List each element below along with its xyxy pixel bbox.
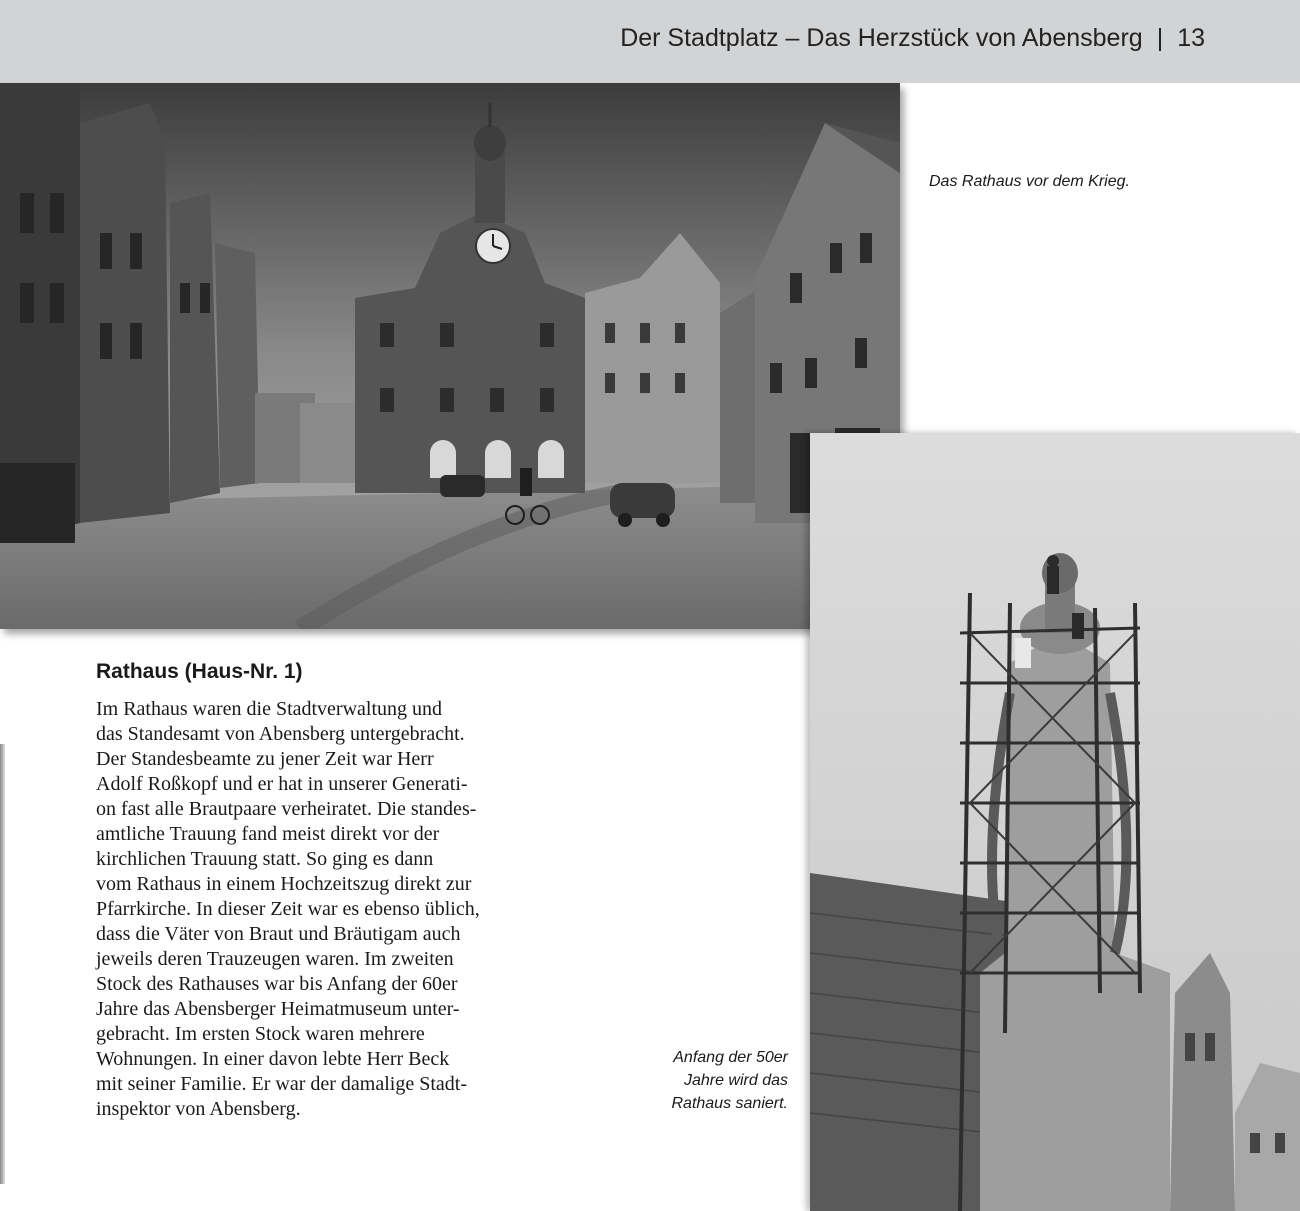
body-line: Der Standesbeamte zu jener Zeit war Herr <box>96 748 434 770</box>
photo-town-hall-before-war <box>0 83 900 629</box>
body-line: Jahre das Abensberger Heimatmuseum unter- <box>96 998 460 1020</box>
caption-line: Anfang der 50er <box>673 1049 788 1066</box>
caption-town-hall-before-war: Das Rathaus vor dem Krieg. <box>929 173 1130 190</box>
body-line: jeweils deren Trauzeugen waren. Im zweiten <box>96 948 454 970</box>
body-line: Im Rathaus waren die Stadtverwaltung und <box>96 698 443 720</box>
caption-line: Rathaus saniert. <box>671 1095 788 1112</box>
caption-town-hall-renovation <box>568 1046 788 1115</box>
body-text <box>96 697 566 1122</box>
running-head-separator: | <box>1156 24 1164 52</box>
body-line: gebracht. Im ersten Stock waren mehrere <box>96 1023 425 1045</box>
page-number: 13 <box>1177 24 1205 52</box>
photo-town-hall-renovation-image <box>810 433 1300 1211</box>
body-line: vom Rathaus in einem Hochzeitszug direkt zur <box>96 873 472 895</box>
caption-line: Jahre wird das <box>683 1072 788 1089</box>
photo-town-hall-renovation <box>810 433 1300 1211</box>
page-edge-rule <box>0 744 5 1184</box>
photo-town-hall-before-war-image <box>0 83 900 629</box>
body-line: amtliche Trauung fand meist direkt vor der <box>96 823 440 845</box>
body-line: kirchlichen Trauung statt. So ging es dann <box>96 848 434 870</box>
body-line: Adolf Roßkopf und er hat in unserer Generati- <box>96 773 468 795</box>
body-line: Wohnungen. In einer davon lebte Herr Beck <box>96 1048 450 1070</box>
section-heading: Rathaus (Haus-Nr. 1) <box>96 660 303 683</box>
body-line: dass die Väter von Braut und Bräutigam auch <box>96 923 461 945</box>
running-head <box>620 24 1205 53</box>
body-line: on fast alle Brautpaare verheiratet. Die standes- <box>96 798 477 820</box>
body-line: Pfarrkirche. In dieser Zeit war es ebenso üblich, <box>96 898 480 920</box>
body-line: mit seiner Familie. Er war der damalige Stadt- <box>96 1073 467 1095</box>
running-title: Der Stadtplatz – Das Herzstück von Abensberg <box>620 24 1143 52</box>
body-line: inspektor von Abensberg. <box>96 1098 301 1120</box>
body-line: das Standesamt von Abensberg untergebracht. <box>96 723 465 745</box>
body-line: Stock des Rathauses war bis Anfang der 60er <box>96 973 458 995</box>
